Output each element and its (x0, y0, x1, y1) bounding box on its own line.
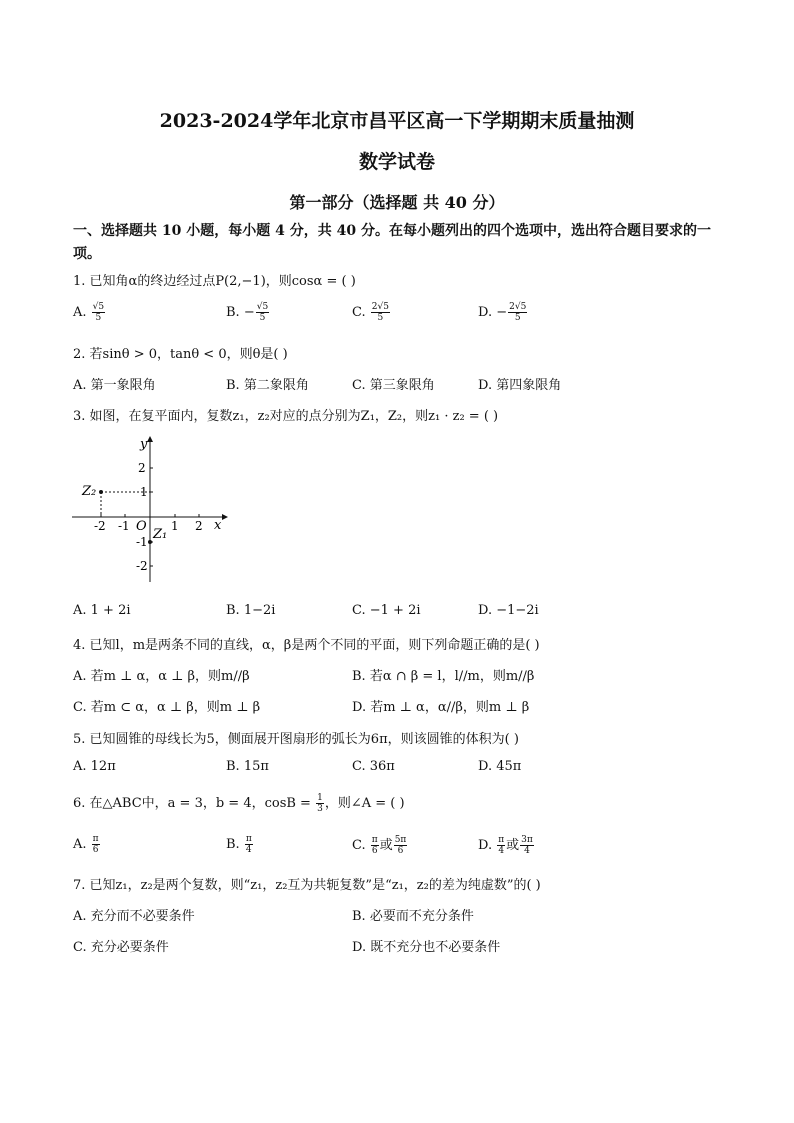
origin-label: O (136, 519, 147, 534)
q2-option-d: D. 第四象限角 (478, 378, 562, 393)
complex-plane-figure (70, 432, 235, 587)
y-tick-label-1: 1 (140, 485, 148, 499)
question-7-text: 7. 已知z₁，z₂是两个复数，则“z₁，z₂互为共轭复数”是“z₁，z₂的差为纯虚数”的( ) (73, 878, 541, 893)
x-axis-arrow (222, 514, 228, 520)
q7-option-b: B. 必要而不充分条件 (352, 909, 474, 924)
z2-label: Z₂ (82, 484, 97, 499)
part-heading: 第一部分（选择题 共 40 分） (289, 193, 505, 212)
question-2-text: 2. 若sinθ > 0，tanθ < 0，则θ是( ) (73, 347, 288, 362)
y-axis-arrow (147, 436, 153, 442)
q5-option-b: B. 15π (226, 759, 269, 774)
x-tick-label-minus2: -2 (94, 519, 106, 533)
q7-option-c: C. 充分必要条件 (73, 940, 169, 955)
q5-option-a: A. 12π (73, 759, 116, 774)
q6-option-a: A. $\frac{\pi}{6}$ (73, 834, 99, 855)
question-6-text: 6. 在△ABC中，a = 3，b = 4，cosB = $\frac{1}{3}$ ，则∠A = ( ) (73, 793, 405, 814)
section-instructions: 一、选择题共 10 小题，每小题 4 分，共 40 分。在每小题列出的四个选项中，选出符合题目要求的一项。 (73, 223, 711, 262)
q5-option-d: D. 45π (478, 759, 522, 774)
q7-option-a: A. 充分而不必要条件 (73, 909, 195, 924)
q6-option-d: D. $\frac{\pi}{4}$ 或 $\frac{3\pi}{4}$ (478, 835, 533, 856)
q3-option-c: C. −1 + 2i (352, 603, 421, 618)
q4-option-b: B. 若α ∩ β = l，l//m，则m//β (352, 669, 535, 684)
q1-option-d: D. − $\frac{2√5}{5}$ (478, 302, 527, 323)
q1-option-b: B. − $\frac{√5}{5}$ (226, 302, 269, 323)
q4-option-c: C. 若m ⊂ α，α ⊥ β，则m ⊥ β (73, 700, 261, 715)
question-3-text: 3. 如图，在复平面内，复数z₁，z₂对应的点分别为Z₁，Z₂，则z₁ · z₂ = ( ) (73, 409, 499, 424)
question-4-text: 4. 已知l，m是两条不同的直线，α，β是两个不同的平面，则下列命题正确的是( ) (73, 638, 540, 653)
q3-option-a: A. 1 + 2i (73, 603, 131, 618)
q2-option-a: A. 第一象限角 (73, 378, 156, 393)
q6-option-b: B. $\frac{\pi}{4}$ (226, 834, 252, 855)
x-tick-label-1: 1 (171, 519, 179, 533)
x-tick-label-minus1: -1 (118, 519, 130, 533)
q3-option-d: D. −1−2i (478, 603, 539, 618)
q4-option-a: A. 若m ⊥ α，α ⊥ β，则m//β (73, 669, 250, 684)
question-1-text: 1. 已知角α的终边经过点P(2,−1)，则cosα = ( ) (73, 274, 356, 289)
q4-option-d: D. 若m ⊥ α，α//β，则m ⊥ β (352, 700, 530, 715)
question-5-text: 5. 已知圆锥的母线长为5，侧面展开图扇形的弧长为6π，则该圆锥的体积为( ) (73, 732, 519, 747)
exam-title: 2023-2024学年北京市昌平区高一下学期期末质量抽测 (159, 110, 635, 132)
y-axis-label: y (140, 437, 148, 452)
y-tick-label-minus1: -1 (136, 535, 148, 549)
exam-subtitle: 数学试卷 (358, 151, 435, 173)
point-z2 (99, 490, 103, 494)
x-tick-label-2: 2 (195, 519, 203, 533)
x-axis-label: x (214, 518, 222, 533)
q5-option-c: C. 36π (352, 759, 395, 774)
q3-option-b: B. 1−2i (226, 603, 276, 618)
y-tick-label-minus2: -2 (136, 559, 148, 573)
y-tick-label-2: 2 (138, 461, 146, 475)
q2-option-c: C. 第三象限角 (352, 378, 435, 393)
q1-option-c: C. $\frac{2√5}{5}$ (352, 302, 389, 323)
q1-option-a: A. $\frac{√5}{5}$ (73, 302, 105, 323)
q2-option-b: B. 第二象限角 (226, 378, 309, 393)
q6-option-c: C. $\frac{\pi}{6}$ 或 $\frac{5\pi}{6}$ (352, 835, 407, 856)
point-z1 (148, 540, 152, 544)
q7-option-d: D. 既不充分也不必要条件 (352, 940, 501, 955)
z1-label: Z₁ (153, 527, 168, 542)
